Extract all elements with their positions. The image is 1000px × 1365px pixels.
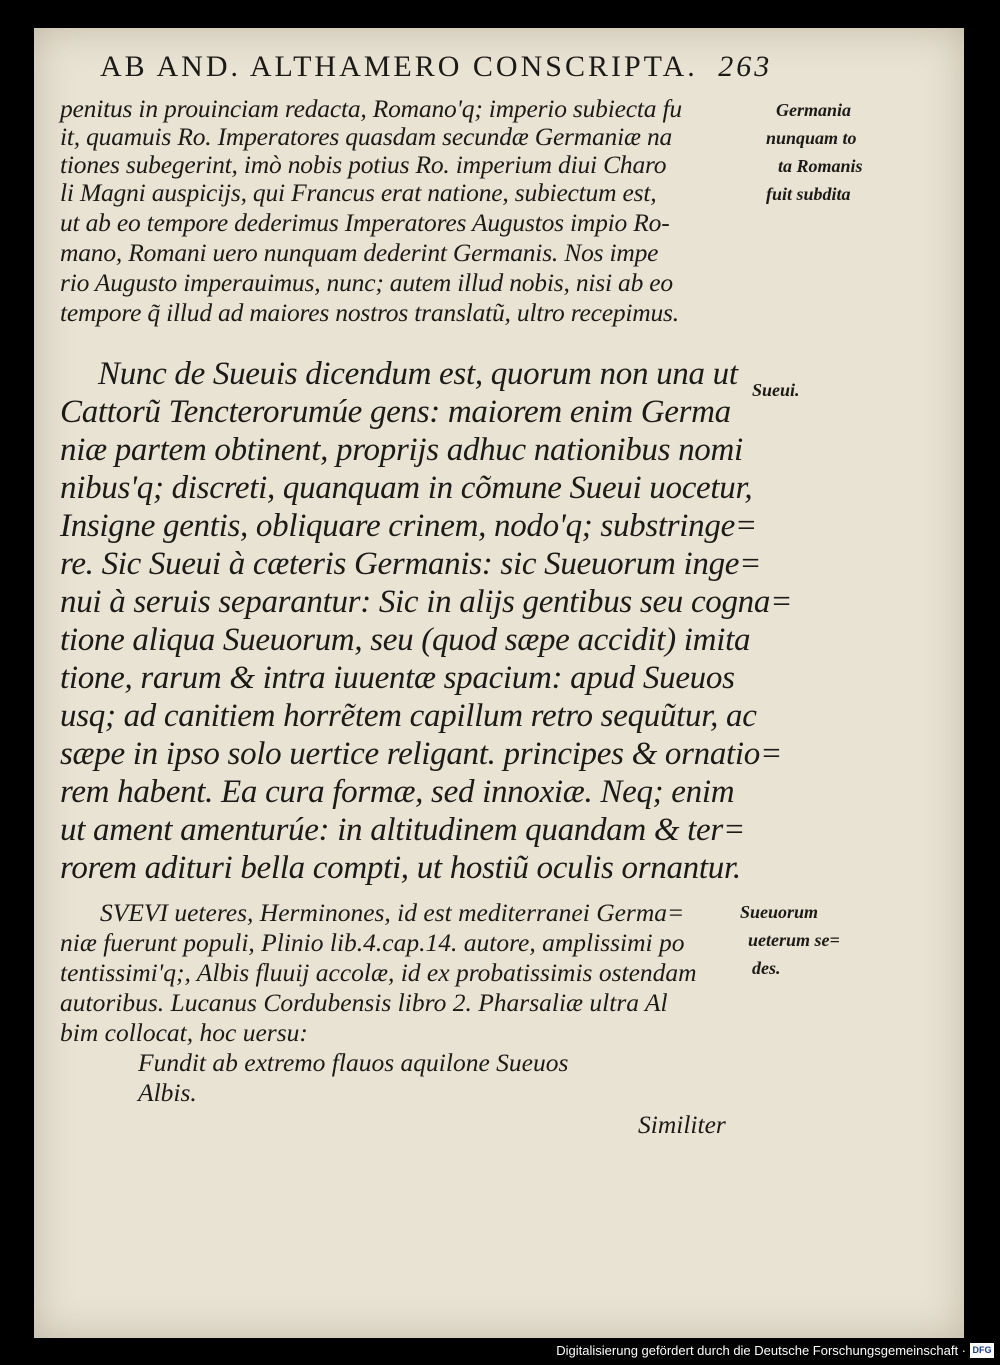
text-line: tentissimi'q;, Albis fluuij accolæ, id ex probatissimis ostendam	[60, 958, 697, 987]
text-line: mano, Romani uero nunquam dederint Germanis. Nos impe	[60, 238, 659, 267]
text-line: Insigne gentis, obliquare crinem, nodo'q; substringe=	[60, 508, 757, 544]
margin-note: fuit subdita	[766, 184, 851, 204]
text-line: rio Augusto imperauimus, nunc; autem illud nobis, nisi ab eo	[60, 268, 673, 297]
text-line: re. Sic Sueui à cæteris Germanis: sic Sueuorum inge=	[60, 546, 762, 582]
footer-credit: Digitalisierung gefördert durch die Deutsche Forschungsgemeinschaft ·	[556, 1343, 966, 1358]
text-line: tiones subegerint, imò nobis potius Ro. imperium diui Charo	[60, 150, 667, 179]
running-title: AB AND. ALTHAMERO CONSCRIPTA.	[100, 50, 698, 83]
text-line: li Magni auspicijs, qui Francus erat natione, subiectum est,	[60, 178, 657, 207]
text-line: niæ partem obtinent, proprijs adhuc nationibus nomi	[60, 432, 743, 468]
text-line: rorem adituri bella compti, ut hostiũ oculis ornantur.	[60, 850, 741, 886]
text-line: rem habent. Ea cura formæ, sed innoxiæ. Neq; enim	[60, 774, 735, 810]
margin-note: ta Romanis	[778, 156, 863, 176]
footer-bar	[0, 1338, 1000, 1365]
text-line: penitus in prouinciam redacta, Romano'q; imperio subiecta fu	[60, 94, 682, 123]
margin-note: Germania	[776, 100, 852, 120]
text-line: Nunc de Sueuis dicendum est, quorum non una ut	[98, 356, 738, 392]
text-line: niæ fuerunt populi, Plinio lib.4.cap.14. autore, amplissimi po	[60, 928, 685, 957]
text-line: it, quamuis Ro. Imperatores quasdam secundæ Germaniæ na	[60, 122, 673, 151]
verse-line: Fundit ab extremo flauos aquilone Sueuos	[138, 1048, 569, 1077]
text-line: sæpe in ipso solo uertice religant. principes & ornatio=	[60, 736, 782, 772]
text-line: bim collocat, hoc uersu:	[60, 1018, 308, 1047]
text-line: Cattorũ Tencterorumúe gens: maiorem enim Germa	[60, 394, 731, 430]
page-number: 263	[718, 50, 773, 83]
text-line: ut ab eo tempore dederimus Imperatores Augustos impio Ro-	[60, 208, 670, 237]
text-line: autoribus. Lucanus Cordubensis libro 2. Pharsaliæ ultra Al	[60, 988, 668, 1017]
text-line: tempore q̃ illud ad maiores nostros translatũ, ultro recepimus.	[60, 298, 679, 327]
verse-line: Albis.	[138, 1078, 197, 1107]
book-page	[34, 28, 964, 1338]
catchword: Similiter	[638, 1110, 726, 1139]
margin-note: des.	[752, 958, 781, 978]
text-line: nui à seruis separantur: Sic in alijs gentibus seu cogna=	[60, 584, 793, 620]
text-line: SVEVI ueteres, Herminones, id est mediterranei Germa=	[100, 898, 685, 927]
margin-note: Sueui.	[752, 380, 800, 400]
running-header	[100, 50, 772, 84]
margin-note: Sueuorum	[740, 902, 819, 922]
text-line: tione, rarum & intra iuuentæ spacium: apud Sueuos	[60, 660, 735, 696]
dfg-logo: DFG	[970, 1343, 994, 1358]
text-line: ut ament amenturúe: in altitudinem quandam & ter=	[60, 812, 745, 848]
text-line: tione aliqua Sueuorum, seu (quod sæpe accidit) imita	[60, 622, 751, 658]
text-line: usq; ad canitiem horrẽtem capillum retro sequũtur, ac	[60, 698, 757, 734]
margin-note: ueterum se=	[748, 930, 840, 950]
text-line: nibus'q; discreti, quanquam in cõmune Sueui uocetur,	[60, 470, 753, 506]
margin-note: nunquam to	[766, 128, 857, 148]
